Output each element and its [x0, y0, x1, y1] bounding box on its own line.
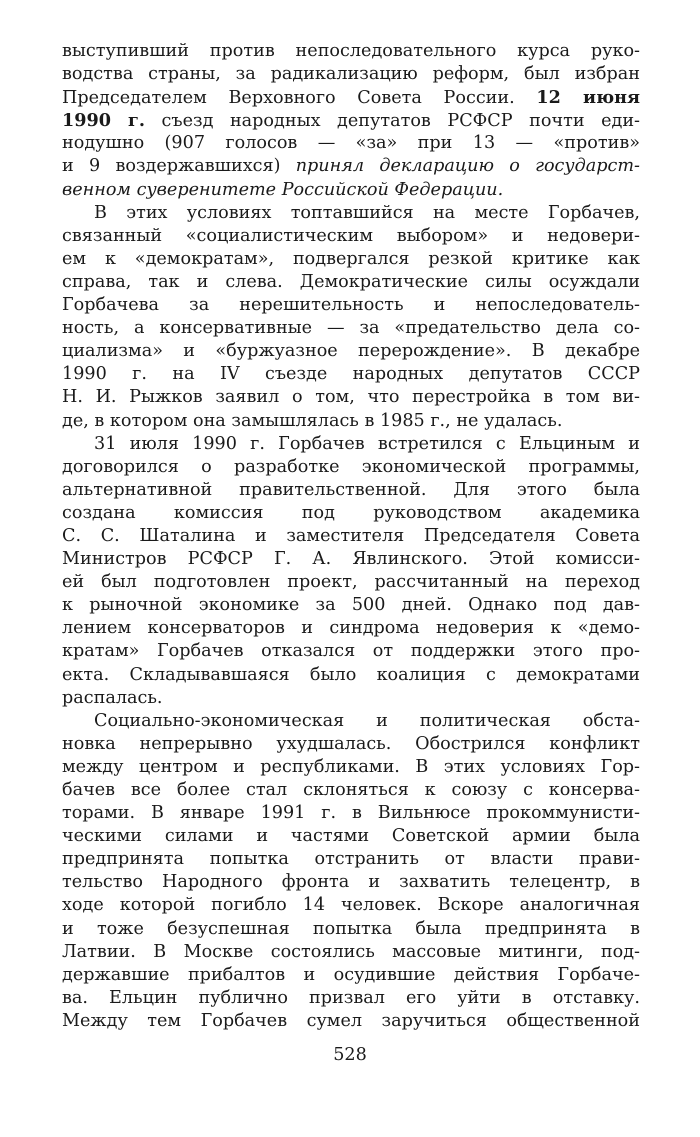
- text-segment: Председателем Верховного Совета России.: [62, 88, 537, 109]
- text-line: [62, 548, 640, 571]
- text-segment: Н. И. Рыжков заявил о том, что перестройка в том ви-: [62, 387, 640, 408]
- text-segment: и 9 воздержавшихся): [62, 156, 296, 177]
- text-segment: В этих условиях топтавшийся на месте Горбачев,: [94, 202, 640, 223]
- text-segment: екта. Складывавшаяся было коалиция с демократами: [62, 664, 640, 685]
- book-page: [62, 40, 640, 1097]
- text-segment: Между тем Горбачев сумел заручиться общественной: [62, 1010, 640, 1031]
- text-line: [62, 271, 640, 294]
- text-segment: де, в котором она замышлялась в 1985 г., не удалась.: [62, 410, 563, 431]
- text-segment: бачев все более стал склоняться к союзу с консерва-: [62, 780, 640, 800]
- text-line: [62, 1010, 640, 1033]
- text-line: [62, 687, 640, 710]
- bold-text: 12 июня: [536, 87, 640, 109]
- text-segment: 1990 г. на IV съезде народных депутатов СССР: [62, 364, 640, 385]
- text-segment: между центром и республиками. В этих условиях Гор-: [62, 756, 640, 777]
- text-line: [62, 756, 640, 779]
- page-number: 528: [333, 1045, 367, 1065]
- text-segment: нодушно (907 голосов — «за» при 13 — «против»: [62, 133, 640, 154]
- text-segment: справа, так и слева. Демократические силы осуждали: [62, 271, 640, 292]
- text-line: [62, 132, 640, 155]
- text-segment: державшие прибалтов и осудившие действия Горбаче-: [62, 964, 640, 985]
- text-line: [62, 248, 640, 271]
- text-segment: циализма» и «буржуазное перерождение». В декабре: [62, 341, 640, 362]
- text-line: [62, 617, 640, 640]
- text-line: [62, 802, 640, 825]
- text-line: [62, 525, 640, 548]
- text-line: [62, 340, 640, 363]
- text-line: [62, 918, 640, 941]
- text-line: [62, 733, 640, 756]
- text-segment: С. С. Шаталина и заместителя Председателя Совета: [62, 525, 640, 546]
- text-segment: Министров РСФСР Г. А. Явлинского. Этой комисси-: [62, 549, 640, 570]
- text-segment: Латвии. В Москве состоялись массовые митинги, под-: [62, 941, 640, 962]
- text-line: [62, 86, 640, 109]
- text-segment: распалась.: [62, 687, 163, 708]
- text-line: [62, 179, 640, 202]
- text-line: [62, 155, 640, 178]
- text-line: [62, 894, 640, 917]
- text-segment: ва. Ельцин публично призвал его уйти в отставку.: [62, 987, 640, 1008]
- text-line: [62, 410, 640, 433]
- text-segment: создана комиссия под руководством академика: [62, 502, 640, 523]
- text-segment: кратам» Горбачев отказался от поддержки этого про-: [62, 641, 640, 662]
- text-line: [62, 871, 640, 894]
- text-segment: и тоже безуспешная попытка была предпринята в: [62, 918, 640, 939]
- text-segment: 31 июля 1990 г. Горбачев встретился с Ельциным и: [94, 433, 640, 454]
- text-line: [62, 664, 640, 687]
- text-segment: ем к «демократам», подвергался резкой критике как: [62, 248, 640, 269]
- italic-text: принял декларацию о государст-: [295, 156, 640, 177]
- text-line: [62, 202, 640, 225]
- text-segment: лением консерваторов и синдрома недоверия к «демо-: [62, 618, 640, 639]
- text-line: [62, 386, 640, 409]
- text-line: [62, 63, 640, 86]
- text-segment: договорился о разработке экономической программы,: [62, 456, 640, 477]
- text-line: [62, 640, 640, 663]
- text-line: [62, 479, 640, 502]
- text-line: [62, 779, 640, 802]
- text-segment: ей был подготовлен проект, рассчитанный на переход: [62, 572, 640, 593]
- text-line: [62, 941, 640, 964]
- text-line: [62, 987, 640, 1010]
- text-segment: к рыночной экономике за 500 дней. Однако под дав-: [62, 595, 640, 616]
- text-segment: ходе которой погибло 14 человек. Вскоре аналогичная: [62, 895, 640, 916]
- text-segment: ческими силами и частями Советской армии была: [62, 826, 640, 847]
- text-line: [62, 225, 640, 248]
- text-segment: новка непрерывно ухудшалась. Обострился конфликт: [62, 733, 640, 754]
- text-line: [62, 109, 640, 132]
- text-segment: выступивший против непоследовательного курса руко-: [62, 41, 640, 61]
- bold-text: 1990 г.: [62, 110, 145, 132]
- text-segment: связанный «социалистическим выбором» и недовери-: [62, 225, 640, 246]
- text-line: [62, 825, 640, 848]
- text-segment: ность, а консервативные — за «предательство дела со-: [62, 318, 640, 339]
- text-line: [62, 502, 640, 525]
- text-segment: торами. В январе 1991 г. в Вильнюсе прокоммунисти-: [62, 803, 640, 824]
- text-line: [62, 456, 640, 479]
- text-segment: альтернативной правительственной. Для этого была: [62, 479, 640, 500]
- text-line: [62, 571, 640, 594]
- text-line: [62, 363, 640, 386]
- italic-text: венном суверенитете Российской Федерации.: [62, 179, 504, 200]
- text-line: [62, 848, 640, 871]
- text-line: [62, 294, 640, 317]
- text-segment: предпринята попытка отстранить от власти прави-: [62, 849, 640, 870]
- text-line: [62, 433, 640, 456]
- text-line: [62, 594, 640, 617]
- text-segment: съезд народных депутатов РСФСР почти еди-: [144, 111, 640, 132]
- text-segment: водства страны, за радикализацию реформ, был избран: [62, 64, 640, 85]
- text-segment: тельство Народного фронта и захватить телецентр, в: [62, 872, 640, 893]
- text-line: [62, 964, 640, 987]
- text-line: [62, 710, 640, 733]
- text-line: [62, 40, 640, 63]
- text-segment: Горбачева за нерешительность и непоследователь-: [62, 295, 640, 316]
- text-line: [62, 317, 640, 340]
- text-segment: Социально-экономическая и политическая обста-: [94, 710, 640, 731]
